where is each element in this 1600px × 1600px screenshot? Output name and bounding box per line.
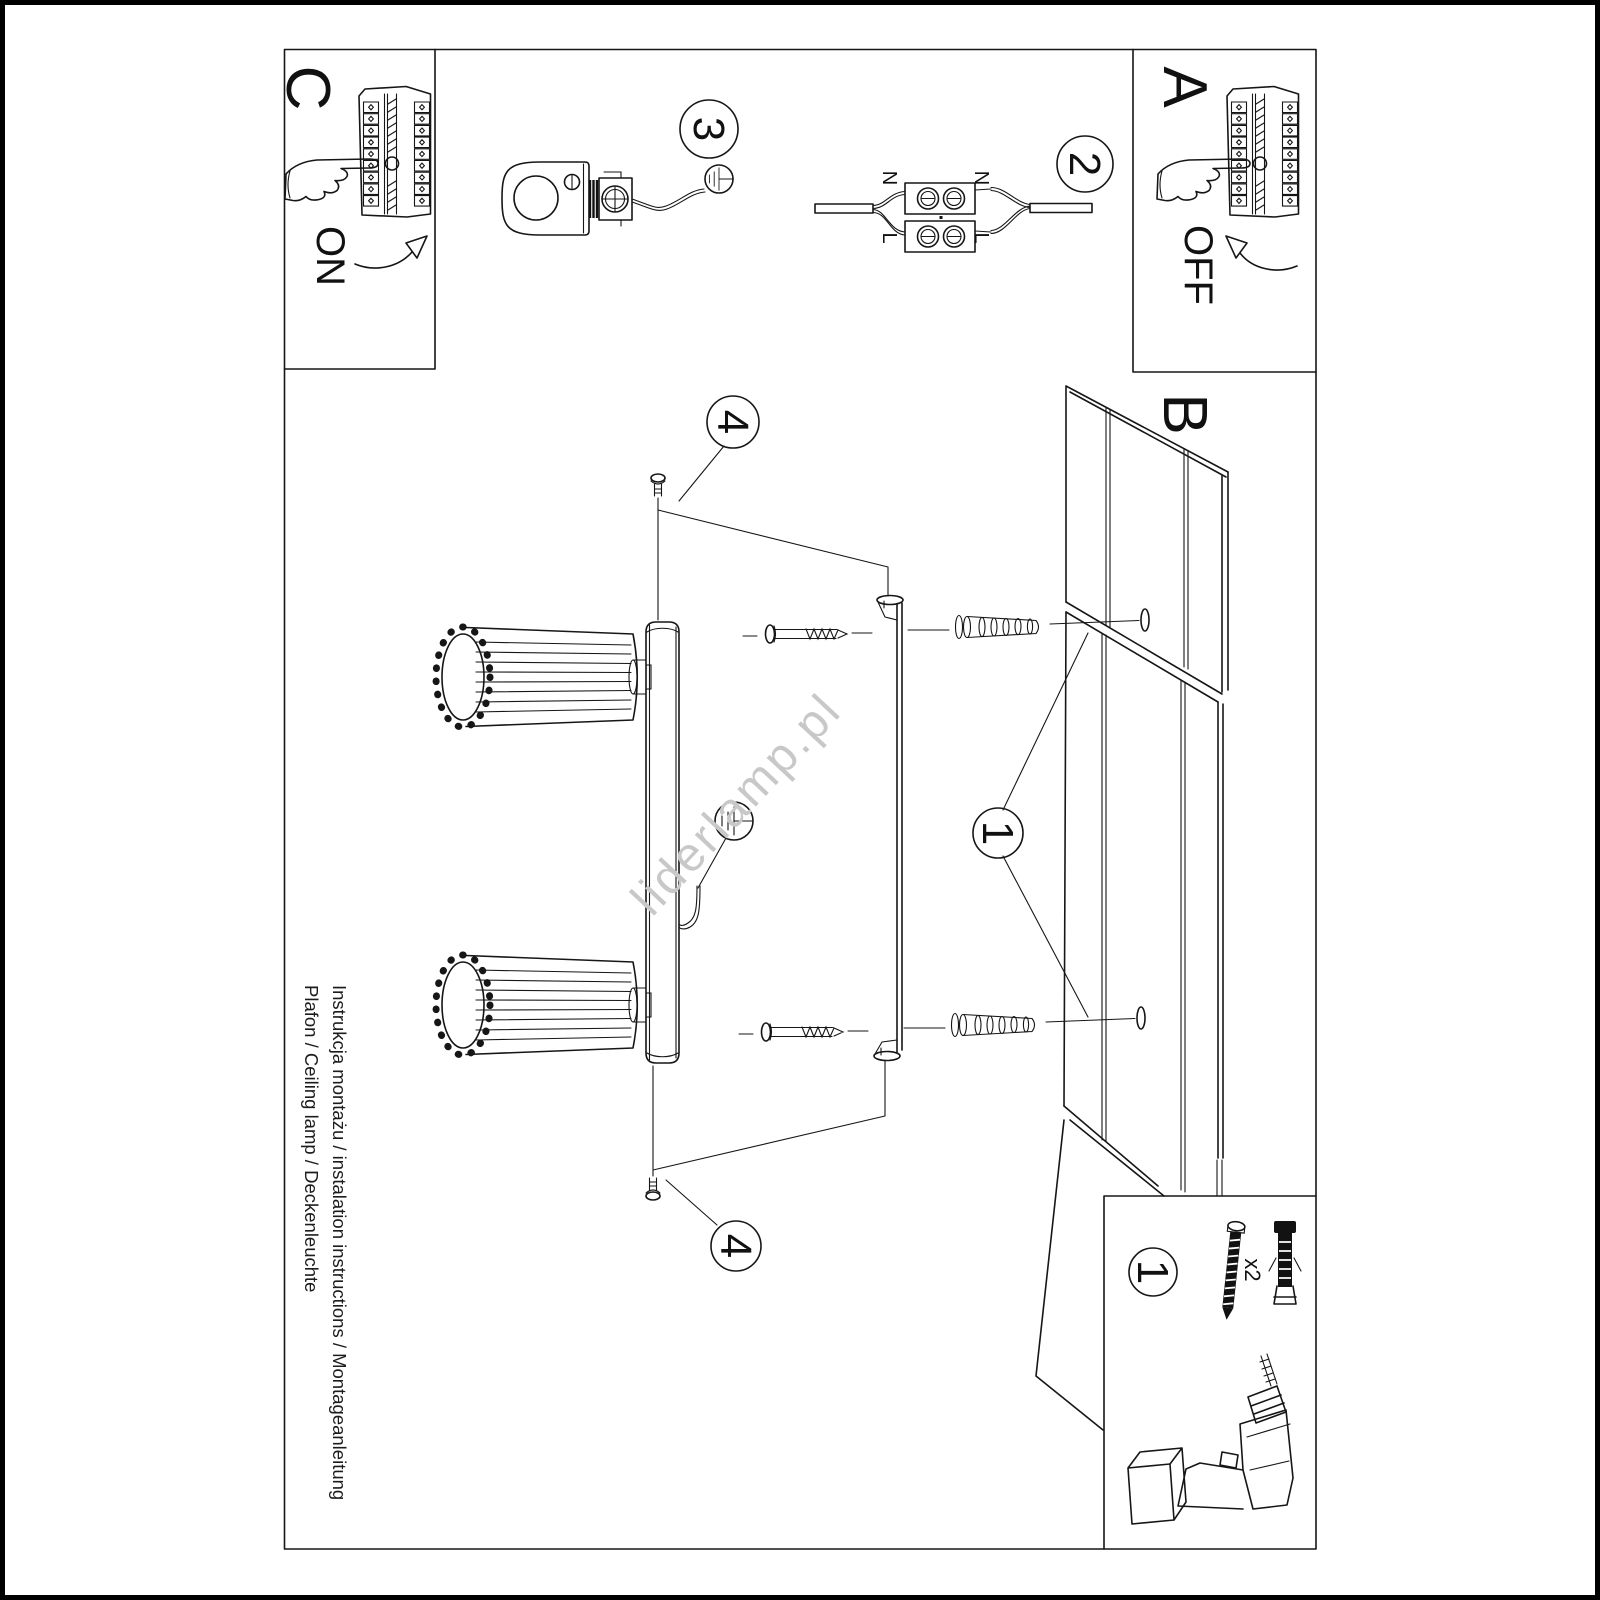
- caption-block: [301, 985, 350, 1500]
- section-c-label: C: [273, 65, 342, 111]
- wire-label-l: L: [878, 232, 900, 244]
- step-2-connector: [815, 136, 1113, 252]
- turn-on-arrow-icon: [355, 236, 427, 268]
- caption-line-2: Plafon / Ceiling lamp / Deckenleuchte: [301, 985, 322, 1293]
- step-4-number: 4: [708, 409, 757, 435]
- step-4-number: 4: [711, 1233, 760, 1259]
- step-2-number: 2: [1060, 151, 1109, 177]
- terminal-block-icon: [815, 183, 1092, 252]
- mounting-screw-plug-axis: [739, 1007, 1145, 1041]
- section-b-mounting: [436, 386, 1228, 1430]
- lamp-socket-icon: [502, 162, 705, 235]
- breaker-panel-icon: [359, 87, 431, 218]
- section-a-label: A: [1150, 66, 1219, 108]
- lamp-shade-icon: [436, 627, 637, 727]
- quantity-label: x2: [1240, 1258, 1265, 1282]
- page-borders: [3, 3, 1598, 1598]
- wall-plug-icon: [1269, 1221, 1301, 1304]
- outer-scan-border: [3, 3, 1598, 1598]
- lamp-shade-icon: [436, 955, 637, 1055]
- step-4-bottom: [646, 1061, 885, 1271]
- watermark: liderlamp.pl: [621, 683, 852, 926]
- turn-off-arrow-icon: [1226, 236, 1297, 270]
- switch-on-label: ON: [308, 226, 352, 286]
- parts-box: [1128, 1221, 1301, 1524]
- wire-label-n: N: [970, 170, 992, 186]
- wire-label-l: L: [970, 232, 992, 244]
- caption-line-1: Instrukcja montażu / instalation instructions / Montageanleitung: [329, 985, 350, 1501]
- step-3-number: 3: [684, 116, 733, 142]
- section-b-label: B: [1150, 393, 1219, 435]
- part-1-number: 1: [1128, 1259, 1177, 1285]
- step-1-number: 1: [973, 820, 1022, 846]
- mounting-bracket-icon: [874, 596, 903, 1061]
- section-c-switch-on: [273, 66, 431, 286]
- step-3-socket: [502, 100, 738, 235]
- content-frame: [285, 50, 1317, 1550]
- step-4-top: [651, 396, 888, 620]
- switch-off-label: OFF: [1176, 225, 1220, 305]
- step-1-main: [973, 633, 1088, 1017]
- wire-label-n: N: [878, 170, 900, 186]
- drill-icon: [1128, 1354, 1293, 1524]
- section-a-switch-off: [1150, 66, 1299, 305]
- breaker-panel-icon: [1227, 87, 1299, 218]
